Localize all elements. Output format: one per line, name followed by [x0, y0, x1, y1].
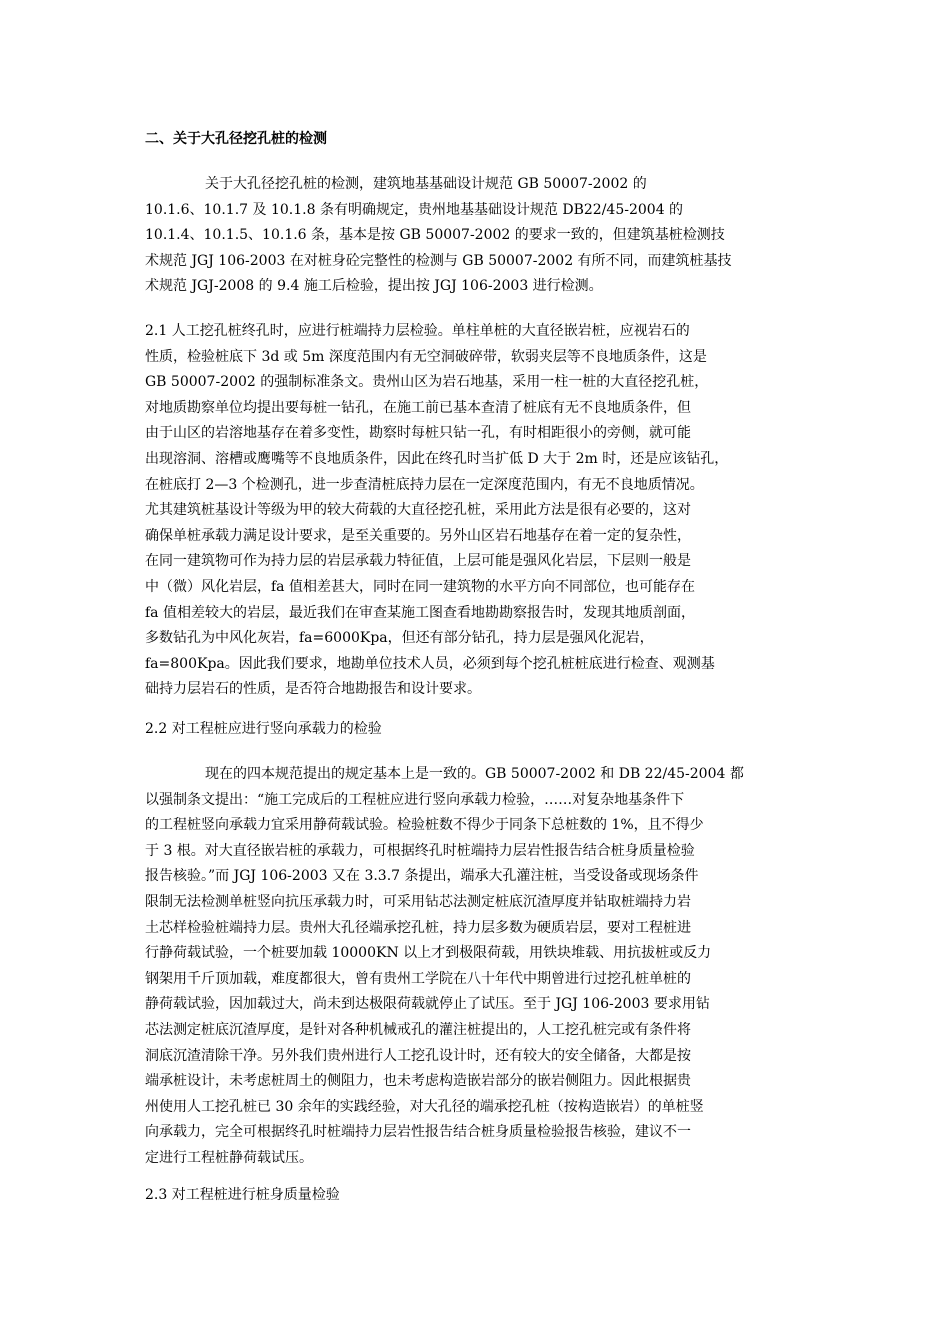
- text-line: 静荷载试验，因加载过大，尚未到达极限荷载就停止了试压。至于 JGJ 106-2003 要求用钻: [145, 996, 710, 1013]
- text-line: 础持力层岩石的性质，是否符合地勘报告和设计要求。: [145, 681, 481, 698]
- text-line: 确保单桩承载力满足设计要求，是至关重要的。另外山区岩石地基存在着一定的复杂性，: [145, 527, 691, 544]
- text-line: 端承桩设计，未考虑桩周土的侧阻力，也未考虑构造嵌岩部分的嵌岩侧阻力。因此根据贵: [145, 1073, 691, 1090]
- text-line: 术规范 JGJ-2008 的 9.4 施工后检验，提出按 JGJ 106-2003 进行检测。: [145, 278, 603, 295]
- text-line: 洞底沉渣清除干净。另外我们贵州进行人工挖孔设计时，还有较大的安全储备，大都是按: [145, 1047, 691, 1064]
- text-line: 限制无法检测单桩竖向抗压承载力时，可采用钻芯法测定桩底沉渣厚度并钻取桩端持力岩: [145, 893, 691, 910]
- text-line: 以强制条文提出：“施工完成后的工程桩应进行竖向承载力检验，……对复杂地基条件下: [145, 791, 685, 808]
- section-2-3-title: 2.3 对工程桩进行桩身质量检验: [145, 1187, 340, 1203]
- text-line: 由于山区的岩溶地基存在着多变性，勘察时每桩只钻一孔，有时相距很小的旁侧，就可能: [145, 425, 691, 442]
- text-line: 10.1.4、10.1.5、10.1.6 条，基本是按 GB 50007-2002 的要求一致的，但建筑基桩检测技: [145, 227, 725, 244]
- text-line: 中（微）风化岩层，fa 值相差甚大，同时在同一建筑物的水平方向不同部位，也可能存在: [145, 578, 695, 595]
- text-line: 现在的四本规范提出的规定基本上是一致的。GB 50007-2002 和 DB 22/45-2004 都: [205, 766, 744, 782]
- section-title: 二、关于大孔径挖孔桩的检测: [145, 131, 327, 147]
- text-line: 定进行工程桩静荷载试压。: [145, 1149, 313, 1166]
- text-line: fa 值相差较大的岩层，最近我们在审查某施工图查看地勘勘察报告时，发现其地质剖面，: [145, 604, 695, 621]
- section-2-1-paragraph: [145, 319, 815, 703]
- text-line: 报告核验。”而 JGJ 106-2003 又在 3.3.7 条提出，端承大孔灌注桩，当受设备或现场条件: [145, 868, 699, 885]
- text-line: GB 50007-2002 的强制标准条文。贵州山区为岩石地基，采用一柱一桩的大直径挖孔桩，: [145, 374, 709, 391]
- section-2-2-title: 2.2 对工程桩应进行竖向承载力的检验: [145, 721, 382, 737]
- text-line: 钢架用千斤顶加载，难度都很大，曾有贵州工学院在八十年代中期曾进行过挖孔桩单桩的: [145, 970, 691, 987]
- text-line: 10.1.6、10.1.7 及 10.1.8 条有明确规定，贵州地基基础设计规范 DB22/45-2004 的: [145, 201, 684, 218]
- text-line: fa=800Kpa。因此我们要求，地勘单位技术人员，必须到每个挖孔桩桩底进行检查、观测基: [145, 655, 715, 672]
- text-line: 芯法测定桩底沉渣厚度，是针对各种机械戒孔的灌注桩提出的，人工挖孔桩完或有条件将: [145, 1021, 691, 1038]
- text-line: 行静荷载试验，一个桩要加载 10000KN 以上才到极限荷载，用铁块堆载、用抗拔桩或反力: [145, 945, 712, 962]
- text-line: 性质，检验桩底下 3d 或 5m 深度范围内有无空洞破碎带，软弱夹层等不良地质条件，这是: [145, 348, 707, 365]
- text-line: 在桩底打 2—3 个检测孔，进一步查清桩底持力层在一定深度范围内，有无不良地质情况。: [145, 476, 704, 493]
- text-line: 向承载力，完全可根据终孔时桩端持力层岩性报告结合桩身质量检验报告核验，建议不一: [145, 1124, 691, 1141]
- text-line: 的工程桩竖向承载力宜采用静荷载试验。检验桩数不得少于同条下总桩数的 1%，且不得少: [145, 817, 704, 834]
- intro-paragraph: [145, 172, 815, 300]
- text-line: 在同一建筑物可作为持力层的岩层承载力特征值，上层可能是强风化岩层，下层则一般是: [145, 553, 691, 570]
- text-line: 出现溶洞、溶槽或鹰嘴等不良地质条件，因此在终孔时当扩低 D 大于 2m 时，还是应该钻孔，: [145, 450, 729, 467]
- text-line: 尤其建筑桩基设计等级为甲的较大荷载的大直径挖孔桩，采用此方法是很有必要的，这对: [145, 502, 691, 519]
- section-2-2-paragraph: [145, 762, 815, 1172]
- text-line: 关于大孔径挖孔桩的检测，建筑地基基础设计规范 GB 50007-2002 的: [205, 176, 647, 192]
- text-line: 州使用人工挖孔桩已 30 余年的实践经验，对大孔径的端承挖孔桩（按构造嵌岩）的单桩竖: [145, 1098, 704, 1115]
- text-line: 多数钻孔为中风化灰岩，fa=6000Kpa，但还有部分钻孔，持力层是强风化泥岩，: [145, 630, 654, 647]
- text-line: 对地质勘察单位均提出要每桩一钻孔，在施工前已基本查清了桩底有无不良地质条件，但: [145, 399, 691, 416]
- text-line: 2.1 人工挖孔桩终孔时，应进行桩端持力层检验。单柱单桩的大直径嵌岩桩，应视岩石的: [145, 323, 690, 339]
- text-line: 术规范 JGJ 106-2003 在对桩身砼完整性的检测与 GB 50007-2002 有所不同，而建筑桩基技: [145, 252, 732, 269]
- text-line: 于 3 根。对大直径嵌岩桩的承载力，可根据终孔时桩端持力层岩性报告结合桩身质量检验: [145, 842, 695, 859]
- text-line: 土芯样检验桩端持力层。贵州大孔径端承挖孔桩，持力层多数为硬质岩层，要对工程桩进: [145, 919, 691, 936]
